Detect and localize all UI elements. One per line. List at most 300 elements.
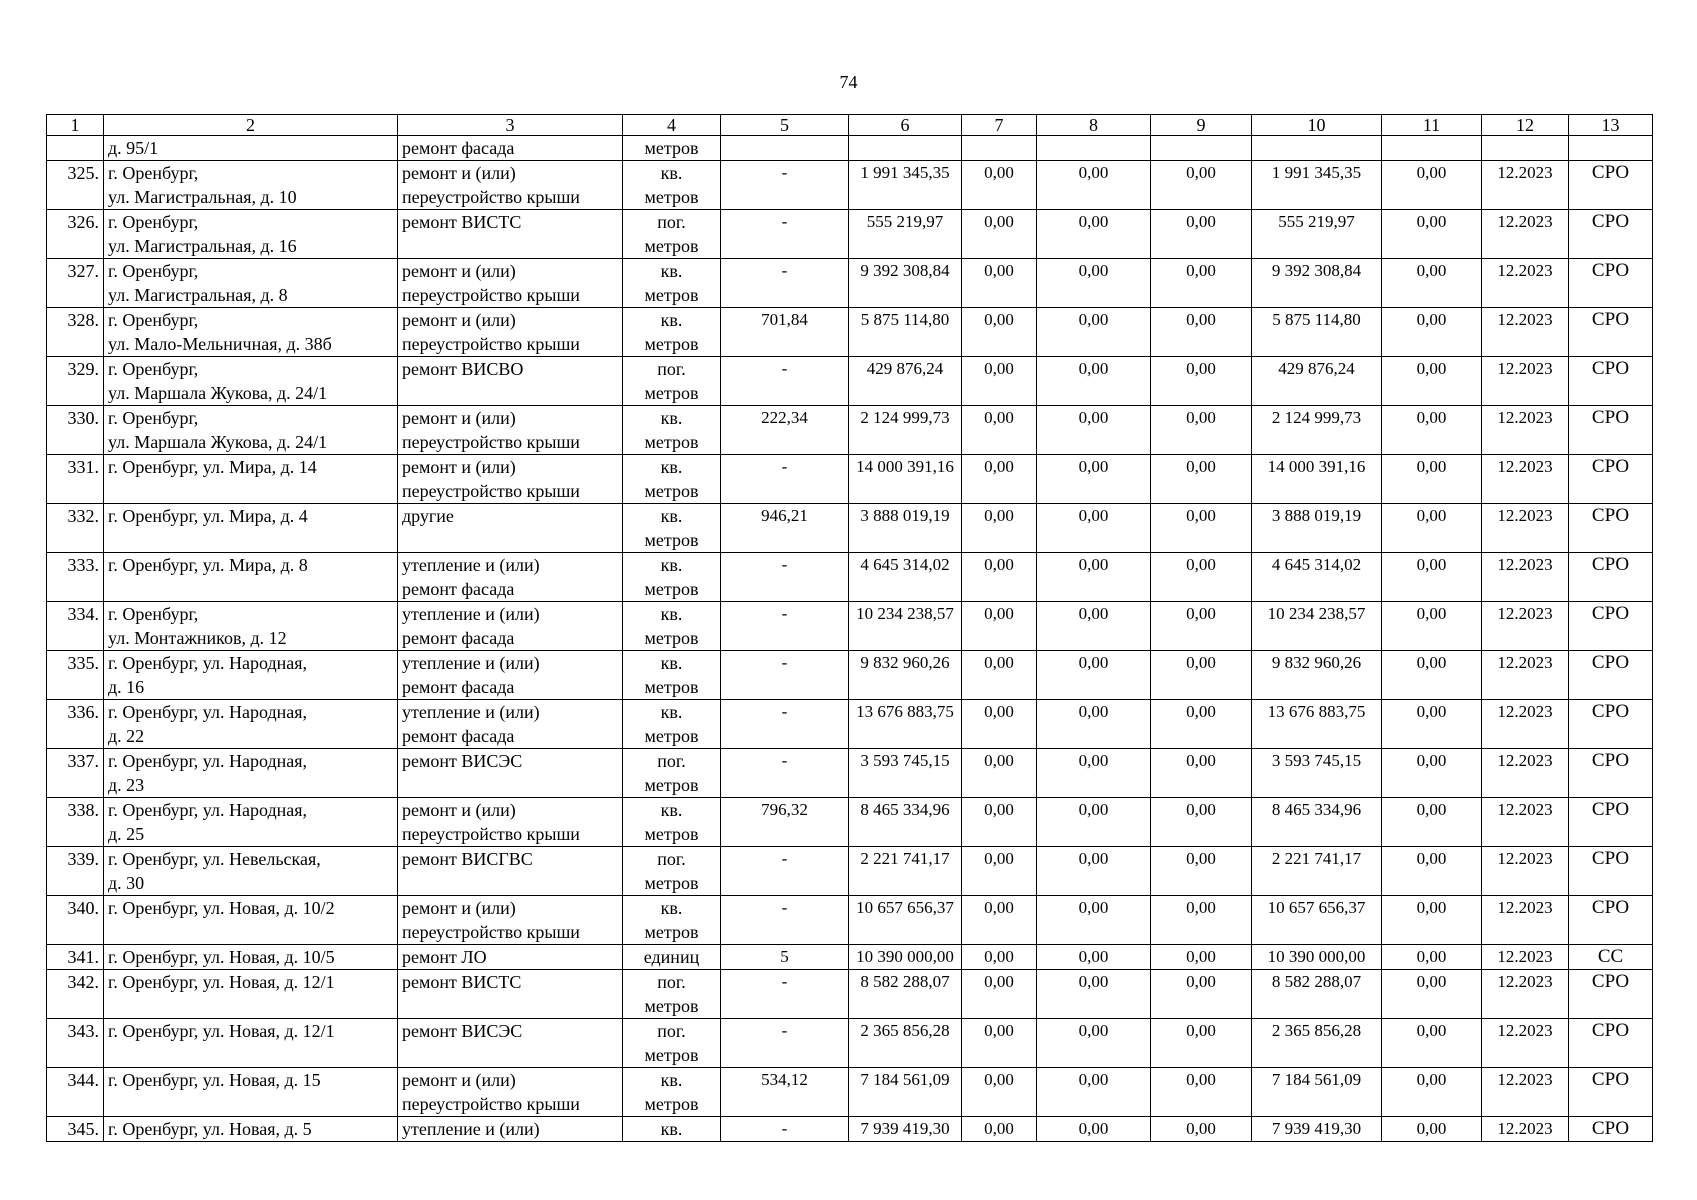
- unit-cell: [623, 945, 721, 970]
- completion-date-cell: 12.2023: [1482, 847, 1569, 896]
- address-cell: [104, 896, 398, 945]
- completion-date-cell: 12.2023: [1482, 700, 1569, 749]
- address-cell-line: ул. Магистральная, д. 16: [108, 236, 297, 256]
- work-type-cell-line: ремонт фасада: [402, 677, 515, 697]
- work-type-cell-line: ремонт и (или): [402, 408, 516, 428]
- completion-date-cell: 12.2023: [1482, 651, 1569, 700]
- unit-cell-line: пог.: [657, 1021, 686, 1041]
- unit-cell: [623, 749, 721, 798]
- work-type-cell-line: ремонт и (или): [402, 261, 516, 281]
- funding-col9-cell: 0,00: [1151, 847, 1252, 896]
- address-cell: [104, 970, 398, 1019]
- quantity-cell: -: [721, 259, 849, 308]
- funding-col10-cell: 3 888 019,19: [1252, 504, 1382, 553]
- funding-col11-cell: 0,00: [1382, 455, 1482, 504]
- unit-cell: [623, 896, 721, 945]
- funding-col9-cell: 0,00: [1151, 259, 1252, 308]
- address-cell: [104, 1117, 398, 1142]
- work-type-cell: [398, 970, 623, 1019]
- address-cell-line: г. Оренбург, ул. Мира, д. 14: [108, 457, 317, 477]
- address-cell: [104, 847, 398, 896]
- funding-col11-cell: 0,00: [1382, 1019, 1482, 1068]
- total-cost-cell: 14 000 391,16: [849, 455, 962, 504]
- row-number: 339.: [47, 847, 104, 896]
- completion-date-cell: 12.2023: [1482, 970, 1569, 1019]
- quantity-cell: -: [721, 749, 849, 798]
- completion-date-cell: 12.2023: [1482, 210, 1569, 259]
- completion-date-cell: 12.2023: [1482, 749, 1569, 798]
- address-cell-line: г. Оренбург,: [108, 310, 199, 330]
- funding-col8-cell: 0,00: [1037, 945, 1151, 970]
- work-type-cell: [398, 1117, 623, 1142]
- work-type-cell: [398, 455, 623, 504]
- table-row: [47, 161, 1653, 210]
- unit-cell-line: метров: [644, 1045, 699, 1065]
- method-cell: СРО: [1569, 896, 1653, 945]
- unit-cell: [623, 136, 721, 161]
- address-cell-line: ул. Маршала Жукова, д. 24/1: [108, 383, 328, 403]
- funding-col10-cell: 8 465 334,96: [1252, 798, 1382, 847]
- unit-cell-line: метров: [644, 432, 699, 452]
- table-row: [47, 847, 1653, 896]
- column-number-1: 1: [47, 115, 104, 136]
- method-cell: СРО: [1569, 602, 1653, 651]
- table-row: [47, 651, 1653, 700]
- row-number: 341.: [47, 945, 104, 970]
- method-cell: СРО: [1569, 455, 1653, 504]
- address-cell: [104, 749, 398, 798]
- column-number-3: 3: [398, 115, 623, 136]
- funding-col9-cell: 0,00: [1151, 504, 1252, 553]
- work-type-cell-line: переустройство крыши: [402, 432, 580, 452]
- work-type-cell-line: другие: [402, 506, 454, 526]
- unit-cell-line: кв.: [660, 702, 683, 722]
- address-cell: [104, 1019, 398, 1068]
- row-number: 332.: [47, 504, 104, 553]
- funding-col10-cell: 9 392 308,84: [1252, 259, 1382, 308]
- funding-col7-cell: 0,00: [962, 308, 1037, 357]
- column-number-6: 6: [849, 115, 962, 136]
- table-row: [47, 308, 1653, 357]
- quantity-cell: -: [721, 1117, 849, 1142]
- funding-col11-cell: 0,00: [1382, 651, 1482, 700]
- row-number: 340.: [47, 896, 104, 945]
- table-row: [47, 1117, 1653, 1142]
- funding-col11-cell: 0,00: [1382, 749, 1482, 798]
- work-type-cell-line: переустройство крыши: [402, 481, 580, 501]
- unit-cell-line: пог.: [657, 849, 686, 869]
- work-type-cell-line: ремонт и (или): [402, 1070, 516, 1090]
- address-cell-line: г. Оренбург,: [108, 261, 199, 281]
- funding-col7-cell: 0,00: [962, 357, 1037, 406]
- column-number-5: 5: [721, 115, 849, 136]
- column-number-10: 10: [1252, 115, 1382, 136]
- address-cell-line: г. Оренбург, ул. Новая, д. 12/1: [108, 972, 335, 992]
- table-row: [47, 406, 1653, 455]
- funding-col11-cell: 0,00: [1382, 700, 1482, 749]
- unit-cell-line: метров: [644, 138, 699, 158]
- funding-col9-cell: 0,00: [1151, 406, 1252, 455]
- funding-col8-cell: [1037, 136, 1151, 161]
- table-row: [47, 455, 1653, 504]
- total-cost-cell: 8 465 334,96: [849, 798, 962, 847]
- work-type-cell: [398, 1019, 623, 1068]
- completion-date-cell: 12.2023: [1482, 945, 1569, 970]
- funding-col8-cell: 0,00: [1037, 308, 1151, 357]
- quantity-cell: 534,12: [721, 1068, 849, 1117]
- funding-col7-cell: 0,00: [962, 161, 1037, 210]
- unit-cell: [623, 259, 721, 308]
- unit-cell-line: метров: [644, 824, 699, 844]
- work-type-cell-line: ремонт и (или): [402, 800, 516, 820]
- unit-cell-line: пог.: [657, 359, 686, 379]
- work-type-cell-line: ремонт ЛО: [402, 947, 487, 967]
- unit-cell: [623, 161, 721, 210]
- total-cost-cell: 7 184 561,09: [849, 1068, 962, 1117]
- funding-col9-cell: 0,00: [1151, 602, 1252, 651]
- method-cell: СРО: [1569, 700, 1653, 749]
- work-type-cell-line: ремонт и (или): [402, 310, 516, 330]
- funding-col11-cell: 0,00: [1382, 602, 1482, 651]
- work-type-cell-line: утепление и (или): [402, 702, 540, 722]
- funding-col11-cell: 0,00: [1382, 406, 1482, 455]
- funding-col9-cell: 0,00: [1151, 798, 1252, 847]
- unit-cell: [623, 1117, 721, 1142]
- funding-col8-cell: 0,00: [1037, 970, 1151, 1019]
- quantity-cell: -: [721, 847, 849, 896]
- work-type-cell-line: ремонт ВИСГВС: [402, 849, 533, 869]
- funding-col7-cell: 0,00: [962, 847, 1037, 896]
- funding-col7-cell: 0,00: [962, 970, 1037, 1019]
- row-number: 333.: [47, 553, 104, 602]
- table-row: [47, 602, 1653, 651]
- total-cost-cell: 3 593 745,15: [849, 749, 962, 798]
- quantity-cell: -: [721, 455, 849, 504]
- address-cell-line: г. Оренбург, ул. Народная,: [108, 800, 308, 820]
- unit-cell-line: метров: [644, 187, 699, 207]
- work-type-cell-line: переустройство крыши: [402, 922, 580, 942]
- total-cost-cell: 9 832 960,26: [849, 651, 962, 700]
- work-type-cell: [398, 308, 623, 357]
- funding-col8-cell: 0,00: [1037, 357, 1151, 406]
- funding-col7-cell: 0,00: [962, 700, 1037, 749]
- method-cell: [1569, 136, 1653, 161]
- address-cell-line: д. 25: [108, 824, 145, 844]
- completion-date-cell: 12.2023: [1482, 798, 1569, 847]
- completion-date-cell: 12.2023: [1482, 504, 1569, 553]
- funding-col7-cell: 0,00: [962, 1117, 1037, 1142]
- unit-cell-line: пог.: [657, 751, 686, 771]
- address-cell: [104, 504, 398, 553]
- unit-cell: [623, 210, 721, 259]
- row-number: 326.: [47, 210, 104, 259]
- funding-col11-cell: 0,00: [1382, 896, 1482, 945]
- column-number-7: 7: [962, 115, 1037, 136]
- unit-cell: [623, 602, 721, 651]
- funding-col11-cell: 0,00: [1382, 945, 1482, 970]
- unit-cell: [623, 847, 721, 896]
- funding-col10-cell: 10 234 238,57: [1252, 602, 1382, 651]
- work-type-cell-line: ремонт ВИСТС: [402, 972, 522, 992]
- address-cell-line: г. Оренбург, ул. Народная,: [108, 702, 308, 722]
- unit-cell-line: пог.: [657, 972, 686, 992]
- address-cell: [104, 553, 398, 602]
- row-number: [47, 136, 104, 161]
- completion-date-cell: 12.2023: [1482, 602, 1569, 651]
- column-number-8: 8: [1037, 115, 1151, 136]
- unit-cell-line: метров: [644, 530, 699, 550]
- column-number-11: 11: [1382, 115, 1482, 136]
- work-type-cell: [398, 749, 623, 798]
- column-number-row: [47, 115, 1653, 136]
- funding-col7-cell: 0,00: [962, 210, 1037, 259]
- row-number: 328.: [47, 308, 104, 357]
- funding-col7-cell: 0,00: [962, 1068, 1037, 1117]
- total-cost-cell: 2 365 856,28: [849, 1019, 962, 1068]
- work-type-cell: [398, 210, 623, 259]
- unit-cell-line: кв.: [660, 1119, 683, 1139]
- funding-col7-cell: 0,00: [962, 896, 1037, 945]
- unit-cell-line: метров: [644, 726, 699, 746]
- funding-col11-cell: 0,00: [1382, 504, 1482, 553]
- quantity-cell: -: [721, 161, 849, 210]
- method-cell: СРО: [1569, 1117, 1653, 1142]
- funding-col7-cell: 0,00: [962, 798, 1037, 847]
- total-cost-cell: 2 221 741,17: [849, 847, 962, 896]
- unit-cell-line: пог.: [657, 212, 686, 232]
- method-cell: СРО: [1569, 161, 1653, 210]
- work-type-cell-line: переустройство крыши: [402, 187, 580, 207]
- funding-col11-cell: 0,00: [1382, 798, 1482, 847]
- work-type-cell: [398, 357, 623, 406]
- funding-col8-cell: 0,00: [1037, 798, 1151, 847]
- funding-col10-cell: 555 219,97: [1252, 210, 1382, 259]
- funding-col7-cell: 0,00: [962, 553, 1037, 602]
- work-type-cell-line: ремонт и (или): [402, 898, 516, 918]
- address-cell-line: г. Оренбург, ул. Народная,: [108, 653, 308, 673]
- funding-col8-cell: 0,00: [1037, 406, 1151, 455]
- work-type-cell-line: ремонт фасада: [402, 138, 515, 158]
- funding-col9-cell: 0,00: [1151, 553, 1252, 602]
- work-type-cell: [398, 161, 623, 210]
- total-cost-cell: 10 390 000,00: [849, 945, 962, 970]
- row-number: 327.: [47, 259, 104, 308]
- method-cell: СРО: [1569, 308, 1653, 357]
- column-number-13: 13: [1569, 115, 1653, 136]
- total-cost-cell: 13 676 883,75: [849, 700, 962, 749]
- unit-cell: [623, 504, 721, 553]
- address-cell-line: д. 22: [108, 726, 145, 746]
- funding-col10-cell: 3 593 745,15: [1252, 749, 1382, 798]
- work-type-cell-line: ремонт фасада: [402, 579, 515, 599]
- funding-col10-cell: [1252, 136, 1382, 161]
- funding-col7-cell: 0,00: [962, 651, 1037, 700]
- address-cell: [104, 161, 398, 210]
- work-type-cell-line: утепление и (или): [402, 604, 540, 624]
- capital-repair-table: [46, 114, 1653, 1142]
- total-cost-cell: 1 991 345,35: [849, 161, 962, 210]
- address-cell: [104, 210, 398, 259]
- table-row: [47, 357, 1653, 406]
- row-number: 344.: [47, 1068, 104, 1117]
- funding-col11-cell: 0,00: [1382, 308, 1482, 357]
- unit-cell-line: метров: [644, 775, 699, 795]
- total-cost-cell: 9 392 308,84: [849, 259, 962, 308]
- work-type-cell: [398, 136, 623, 161]
- table-row: [47, 1019, 1653, 1068]
- funding-col10-cell: 10 390 000,00: [1252, 945, 1382, 970]
- unit-cell-line: кв.: [660, 800, 683, 820]
- address-cell: [104, 700, 398, 749]
- total-cost-cell: 429 876,24: [849, 357, 962, 406]
- table-row: [47, 798, 1653, 847]
- row-number: 338.: [47, 798, 104, 847]
- work-type-cell-line: утепление и (или): [402, 1119, 540, 1139]
- funding-col10-cell: 2 365 856,28: [1252, 1019, 1382, 1068]
- address-cell-line: г. Оренбург,: [108, 359, 199, 379]
- completion-date-cell: 12.2023: [1482, 553, 1569, 602]
- row-number: 331.: [47, 455, 104, 504]
- total-cost-cell: [849, 136, 962, 161]
- funding-col10-cell: 2 221 741,17: [1252, 847, 1382, 896]
- completion-date-cell: 12.2023: [1482, 1019, 1569, 1068]
- method-cell: СРО: [1569, 210, 1653, 259]
- table-row: [47, 136, 1653, 161]
- method-cell: СРО: [1569, 357, 1653, 406]
- funding-col11-cell: 0,00: [1382, 357, 1482, 406]
- address-cell-line: г. Оренбург,: [108, 604, 199, 624]
- table-row: [47, 749, 1653, 798]
- total-cost-cell: 8 582 288,07: [849, 970, 962, 1019]
- address-cell-line: г. Оренбург,: [108, 212, 199, 232]
- address-cell-line: г. Оренбург, ул. Мира, д. 8: [108, 555, 308, 575]
- funding-col8-cell: 0,00: [1037, 1019, 1151, 1068]
- funding-col7-cell: 0,00: [962, 1019, 1037, 1068]
- unit-cell-line: кв.: [660, 457, 683, 477]
- funding-col11-cell: 0,00: [1382, 553, 1482, 602]
- method-cell: СРО: [1569, 553, 1653, 602]
- quantity-cell: -: [721, 210, 849, 259]
- funding-col8-cell: 0,00: [1037, 504, 1151, 553]
- funding-col10-cell: 7 184 561,09: [1252, 1068, 1382, 1117]
- work-type-cell: [398, 700, 623, 749]
- total-cost-cell: 5 875 114,80: [849, 308, 962, 357]
- funding-col9-cell: 0,00: [1151, 1019, 1252, 1068]
- work-type-cell-line: ремонт ВИСВО: [402, 359, 524, 379]
- work-type-cell-line: ремонт ВИСТС: [402, 212, 522, 232]
- funding-col8-cell: 0,00: [1037, 896, 1151, 945]
- funding-col8-cell: 0,00: [1037, 651, 1151, 700]
- work-type-cell: [398, 847, 623, 896]
- quantity-cell: -: [721, 970, 849, 1019]
- address-cell: [104, 945, 398, 970]
- total-cost-cell: 4 645 314,02: [849, 553, 962, 602]
- quantity-cell: 5: [721, 945, 849, 970]
- column-number-12: 12: [1482, 115, 1569, 136]
- total-cost-cell: 555 219,97: [849, 210, 962, 259]
- unit-cell-line: метров: [644, 996, 699, 1016]
- funding-col9-cell: [1151, 136, 1252, 161]
- page-number: 74: [839, 72, 858, 92]
- method-cell: СРО: [1569, 970, 1653, 1019]
- funding-col8-cell: 0,00: [1037, 161, 1151, 210]
- address-cell: [104, 455, 398, 504]
- unit-cell: [623, 553, 721, 602]
- row-number: 329.: [47, 357, 104, 406]
- unit-cell-line: метров: [644, 628, 699, 648]
- funding-col10-cell: 13 676 883,75: [1252, 700, 1382, 749]
- work-type-cell: [398, 602, 623, 651]
- unit-cell-line: кв.: [660, 163, 683, 183]
- funding-col9-cell: 0,00: [1151, 455, 1252, 504]
- funding-col7-cell: 0,00: [962, 406, 1037, 455]
- total-cost-cell: 2 124 999,73: [849, 406, 962, 455]
- address-cell: [104, 357, 398, 406]
- address-cell-line: г. Оренбург, ул. Новая, д. 10/2: [108, 898, 335, 918]
- row-number: 334.: [47, 602, 104, 651]
- funding-col8-cell: 0,00: [1037, 1117, 1151, 1142]
- work-type-cell-line: ремонт ВИСЭС: [402, 1021, 523, 1041]
- funding-col10-cell: 429 876,24: [1252, 357, 1382, 406]
- quantity-cell: [721, 136, 849, 161]
- address-cell-line: г. Оренбург, ул. Новая, д. 10/5: [108, 947, 335, 967]
- table-row: [47, 1068, 1653, 1117]
- address-cell-line: д. 30: [108, 873, 145, 893]
- unit-cell-line: метров: [644, 677, 699, 697]
- unit-cell-line: метров: [644, 579, 699, 599]
- completion-date-cell: 12.2023: [1482, 896, 1569, 945]
- total-cost-cell: 7 939 419,30: [849, 1117, 962, 1142]
- address-cell-line: г. Оренбург, ул. Новая, д. 12/1: [108, 1021, 335, 1041]
- address-cell: [104, 651, 398, 700]
- funding-col7-cell: 0,00: [962, 749, 1037, 798]
- funding-col8-cell: 0,00: [1037, 210, 1151, 259]
- completion-date-cell: 12.2023: [1482, 161, 1569, 210]
- table-row: [47, 504, 1653, 553]
- method-cell: СРО: [1569, 504, 1653, 553]
- funding-col7-cell: 0,00: [962, 945, 1037, 970]
- unit-cell-line: метров: [644, 1094, 699, 1114]
- unit-cell: [623, 798, 721, 847]
- address-cell: [104, 259, 398, 308]
- method-cell: СРО: [1569, 798, 1653, 847]
- unit-cell-line: кв.: [660, 898, 683, 918]
- unit-cell-line: кв.: [660, 506, 683, 526]
- address-cell-line: ул. Магистральная, д. 8: [108, 285, 288, 305]
- address-cell-line: д. 95/1: [108, 138, 159, 158]
- method-cell: СРО: [1569, 1019, 1653, 1068]
- quantity-cell: -: [721, 553, 849, 602]
- work-type-cell: [398, 651, 623, 700]
- funding-col8-cell: 0,00: [1037, 700, 1151, 749]
- funding-col10-cell: 1 991 345,35: [1252, 161, 1382, 210]
- quantity-cell: -: [721, 896, 849, 945]
- work-type-cell-line: утепление и (или): [402, 555, 540, 575]
- unit-cell-line: кв.: [660, 408, 683, 428]
- quantity-cell: -: [721, 651, 849, 700]
- unit-cell-line: кв.: [660, 261, 683, 281]
- funding-col9-cell: 0,00: [1151, 970, 1252, 1019]
- work-type-cell: [398, 553, 623, 602]
- quantity-cell: 222,34: [721, 406, 849, 455]
- quantity-cell: -: [721, 700, 849, 749]
- funding-col9-cell: 0,00: [1151, 651, 1252, 700]
- funding-col9-cell: 0,00: [1151, 308, 1252, 357]
- work-type-cell-line: ремонт и (или): [402, 163, 516, 183]
- funding-col11-cell: [1382, 136, 1482, 161]
- unit-cell: [623, 700, 721, 749]
- table-row: [47, 970, 1653, 1019]
